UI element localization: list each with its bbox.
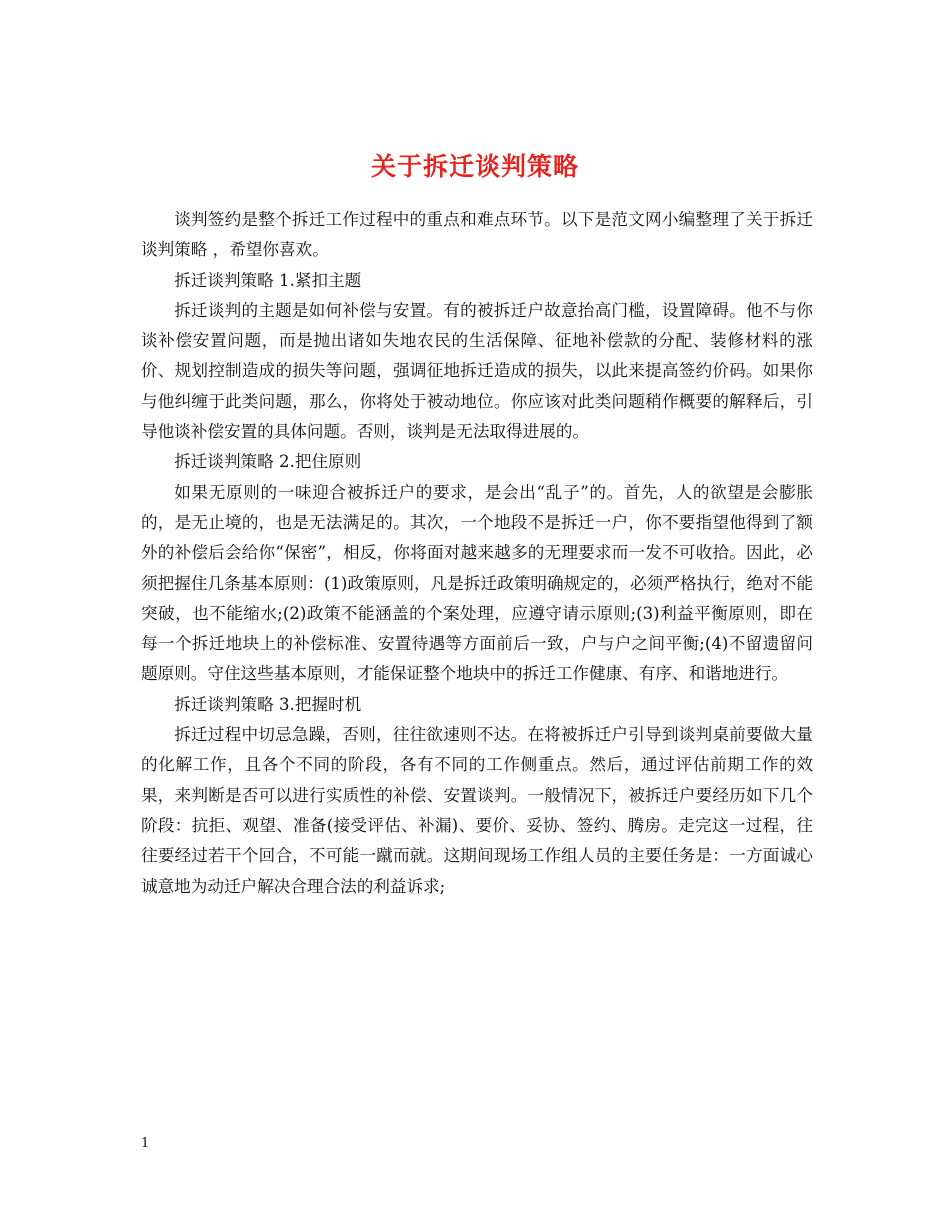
section-body-2: 如果无原则的一味迎合被拆迁户的要求，是会出“乱子”的。首先，人的欲望是会膨胀的，是无止境的，也是无法满足的。其次，一个地段不是拆迁一户，你不要指望他得到了额外的补偿后会给你“保密”，相反，你将面对越来越多的无理要求而一发不可收拾。因此，必须把握住几条基本原则：(1)政策原则，凡是拆迁政策明确规定的，必须严格执行，绝对不能突破，也不能缩水;(2)政策不能涵盖的个案处理，应遵守请示原则;(3)利益平衡原则，即在每一个拆迁地块上的补偿标准、安置待遇等方面前后一致，户与户之间平衡;(4)不留遗留问题原则。守住这些基本原则，才能保证整个地块中的拆迁工作健康、有序、和谐地进行。 (141, 482, 813, 684)
intro-paragraph: 谈判签约是整个拆迁工作过程中的重点和难点环节。以下是范文网小编整理了关于拆迁谈判策略 ，希望你喜欢。 (141, 210, 813, 260)
section-body-1: 拆迁谈判的主题是如何补偿与安置。有的被拆迁户故意抬高门槛，设置障碍。他不与你谈补偿安置问题，而是抛出诸如失地农民的生活保障、征地补偿款的分配、装修材料的涨价、规划控制造成的损失等问题，强调征地拆迁造成的损失，以此来提高签约价码。如果你与他纠缠于此类问题，那么，你将处于被动地位。你应该对此类问题稍作概要的解释后，引导他谈补偿安置的具体问题。否则，谈判是无法取得进展的。 (141, 300, 813, 442)
section-heading-2: 拆迁谈判策略 2.把住原则 (174, 452, 362, 472)
page-number: 1 (141, 1136, 150, 1151)
document-body (141, 205, 813, 902)
section-heading-3: 拆迁谈判策略 3.把握时机 (174, 694, 362, 714)
section-heading-1: 拆迁谈判策略 1.紧扣主题 (174, 270, 362, 290)
section-body-3: 拆迁过程中切忌急躁，否则，往往欲速则不达。在将被拆迁户引导到谈判桌前要做大量的化解工作，且各个不同的阶段，各有不同的工作侧重点。然后，通过评估前期工作的效果，来判断是否可以进行实质性的补偿、安置谈判。一般情况下，被拆迁户要经历如下几个阶段：抗拒、观望、准备(接受评估、补漏)、要价、妥协、签约、腾房。走完这一过程，往往要经过若干个回合，不可能一蹴而就。这期间现场工作组人员的主要任务是：一方面诚心诚意地为动迁户解决合理合法的利益诉求; (141, 725, 813, 896)
document-title: 关于拆迁谈判策略 (370, 151, 579, 181)
